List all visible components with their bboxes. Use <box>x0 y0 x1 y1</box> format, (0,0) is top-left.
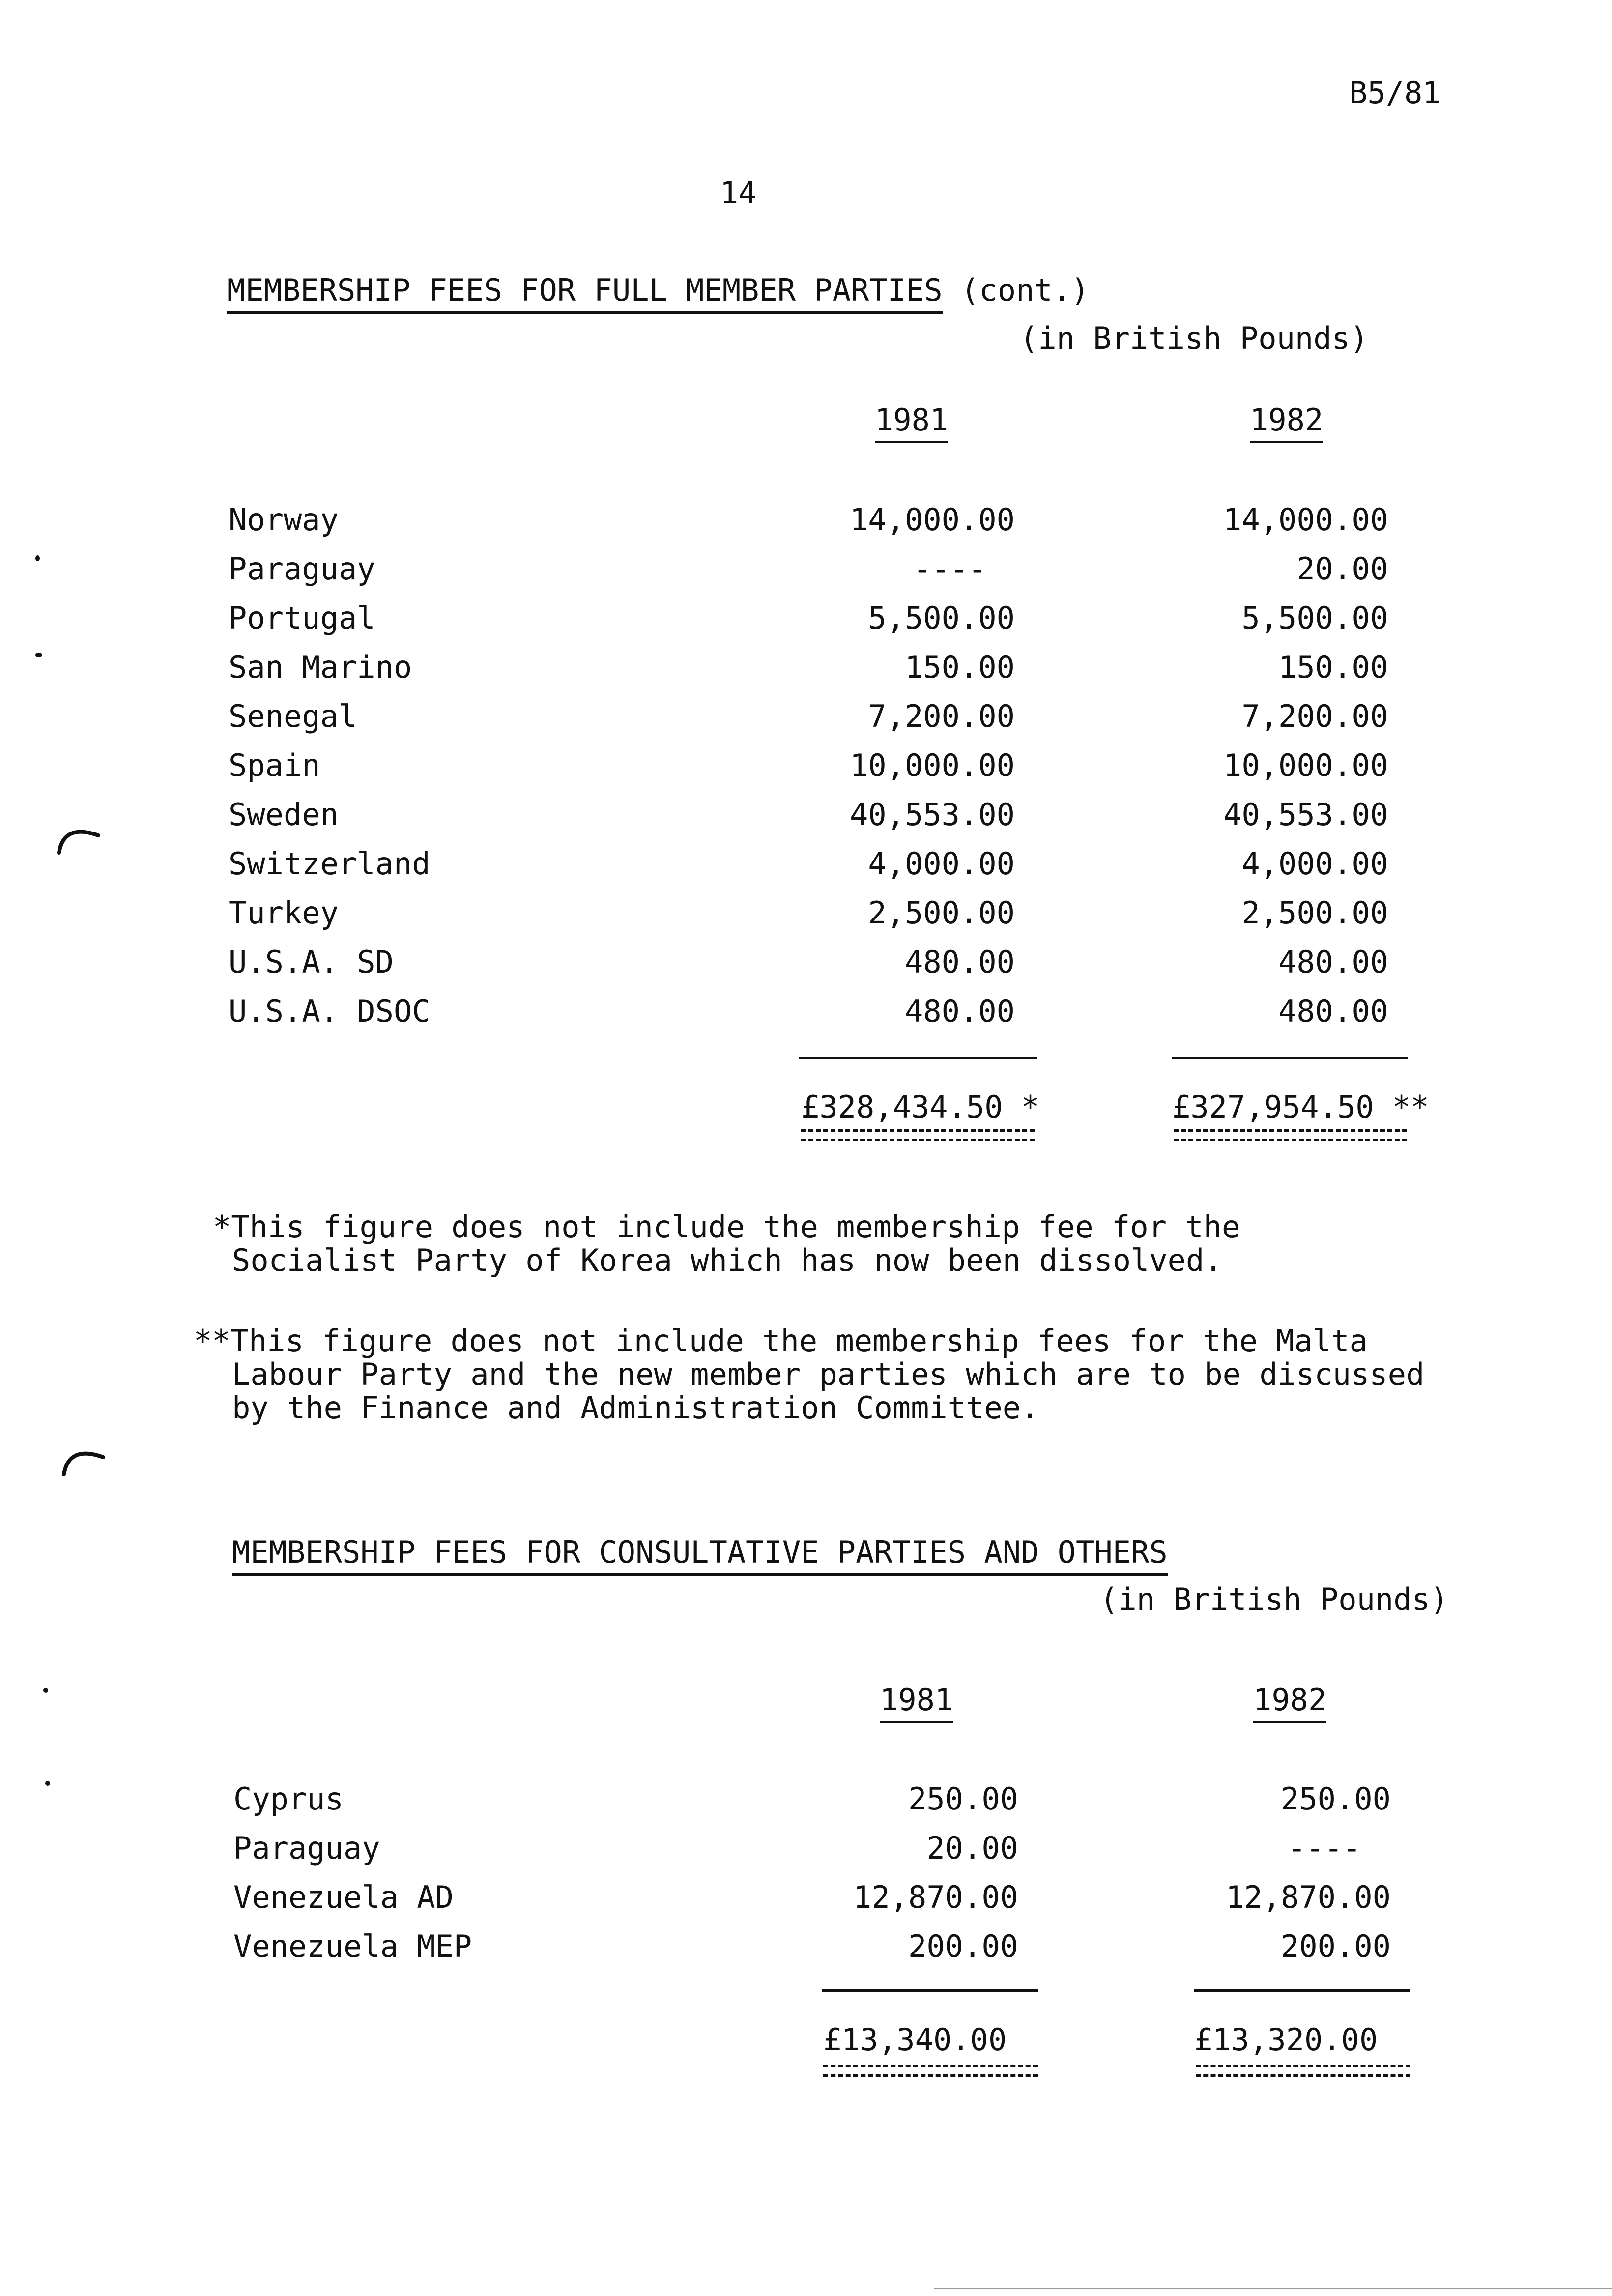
consult-year-1982-text: 1982 <box>1253 1682 1326 1723</box>
full-row-1982: 150.00 <box>1278 649 1388 685</box>
full-total-double-rule-1981 <box>801 1129 1035 1141</box>
full-members-cont: (cont.) <box>961 272 1090 308</box>
bottom-edge-line <box>934 2288 1612 2289</box>
consult-year-1981 <box>880 1682 953 1718</box>
footnote-2-line-1: **This figure does not include the membership fees for the Malta <box>194 1323 1368 1359</box>
full-row-1981: 480.00 <box>905 944 1015 980</box>
full-total-1981: £328,434.50 * <box>801 1089 1040 1125</box>
full-total-rule-1981 <box>799 1057 1037 1059</box>
full-row-1981: ---- <box>913 551 987 587</box>
full-year-1981-text: 1981 <box>875 402 948 443</box>
full-total-1982: £327,954.50 ** <box>1172 1089 1429 1125</box>
full-row-1982: 5,500.00 <box>1241 600 1388 636</box>
consult-total-double-rule-1982 <box>1196 2065 1410 2077</box>
full-total-rule-1982 <box>1172 1057 1408 1059</box>
full-row-1982: 20.00 <box>1296 551 1388 587</box>
full-row-1981: 480.00 <box>905 993 1015 1029</box>
consult-total-rule-1982 <box>1194 1989 1410 1992</box>
page-number: 14 <box>720 175 757 211</box>
margin-speck <box>45 1781 50 1786</box>
full-row-name: Turkey <box>229 895 339 931</box>
full-row-1982: 4,000.00 <box>1241 846 1388 882</box>
full-row-1981: 7,200.00 <box>868 698 1015 734</box>
full-row-1981: 40,553.00 <box>850 797 1015 832</box>
full-row-1982: 10,000.00 <box>1223 747 1388 783</box>
margin-speck <box>35 555 40 561</box>
full-total-double-rule-1982 <box>1174 1129 1407 1141</box>
footnote-2-line-3: by the Finance and Administration Committee. <box>232 1390 1039 1426</box>
full-row-name: U.S.A. SD <box>229 944 394 980</box>
full-row-1981: 10,000.00 <box>850 747 1015 783</box>
full-members-title <box>227 272 1090 308</box>
consult-row-name: Paraguay <box>233 1830 380 1866</box>
full-row-1982: 480.00 <box>1278 993 1388 1029</box>
consult-row-1981: 20.00 <box>926 1830 1018 1866</box>
full-row-1982: 7,200.00 <box>1241 698 1388 734</box>
full-members-title-text: MEMBERSHIP FEES FOR FULL MEMBER PARTIES <box>227 272 943 314</box>
consult-year-1982 <box>1253 1682 1327 1718</box>
consult-row-1981: 200.00 <box>908 1928 1018 1964</box>
consult-total-double-rule-1981 <box>823 2065 1038 2077</box>
full-members-unit: (in British Pounds) <box>1020 320 1369 356</box>
margin-speck <box>43 1688 48 1693</box>
full-row-name: San Marino <box>229 649 412 685</box>
full-row-1982: 40,553.00 <box>1223 797 1388 832</box>
full-year-1982 <box>1250 402 1324 438</box>
full-row-name: Spain <box>229 747 320 783</box>
consultative-unit: (in British Pounds) <box>1100 1581 1449 1617</box>
full-row-1982: 2,500.00 <box>1241 895 1388 931</box>
full-row-name: Portugal <box>229 600 375 636</box>
consult-row-1982: 250.00 <box>1281 1781 1391 1817</box>
full-row-name: Sweden <box>229 797 339 832</box>
footnote-1-line-1: *This figure does not include the membership fee for the <box>213 1209 1240 1245</box>
consultative-title <box>232 1534 1168 1570</box>
full-row-1981: 4,000.00 <box>868 846 1015 882</box>
full-year-1982-text: 1982 <box>1250 402 1323 443</box>
punch-hole-mark-lower <box>59 1440 108 1479</box>
full-row-name: Senegal <box>229 698 357 734</box>
full-row-1981: 2,500.00 <box>868 895 1015 931</box>
margin-speck <box>35 653 42 657</box>
consult-row-1981: 12,870.00 <box>853 1879 1018 1915</box>
consult-row-name: Venezuela AD <box>233 1879 454 1915</box>
full-row-1981: 5,500.00 <box>868 600 1015 636</box>
full-row-name: Norway <box>229 502 339 538</box>
consult-row-1981: 250.00 <box>908 1781 1018 1817</box>
footnote-1-line-2: Socialist Party of Korea which has now been dissolved. <box>232 1242 1223 1278</box>
consult-row-name: Cyprus <box>233 1781 344 1817</box>
full-row-name: Switzerland <box>229 846 431 882</box>
punch-hole-mark-upper <box>54 818 103 858</box>
consult-row-1982: 12,870.00 <box>1226 1879 1391 1915</box>
consult-row-name: Venezuela MEP <box>233 1928 472 1964</box>
full-year-1981 <box>875 402 949 438</box>
consult-row-1982: 200.00 <box>1281 1928 1391 1964</box>
full-row-1981: 150.00 <box>905 649 1015 685</box>
consult-year-1981-text: 1981 <box>880 1682 953 1723</box>
full-row-1981: 14,000.00 <box>850 502 1015 538</box>
document-reference: B5/81 <box>1349 75 1441 111</box>
consult-total-1982: £13,320.00 <box>1194 2022 1378 2058</box>
full-row-1982: 14,000.00 <box>1223 502 1388 538</box>
full-row-1982: 480.00 <box>1278 944 1388 980</box>
footnote-2-line-2: Labour Party and the new member parties which are to be discussed <box>232 1356 1425 1392</box>
consult-total-1981: £13,340.00 <box>823 2022 1007 2058</box>
full-row-name: Paraguay <box>229 551 375 587</box>
consultative-title-text: MEMBERSHIP FEES FOR CONSULTATIVE PARTIES AND OTHERS <box>232 1534 1168 1576</box>
consult-row-1982: ---- <box>1288 1830 1361 1866</box>
consult-total-rule-1981 <box>822 1989 1038 1992</box>
full-row-name: U.S.A. DSOC <box>229 993 431 1029</box>
